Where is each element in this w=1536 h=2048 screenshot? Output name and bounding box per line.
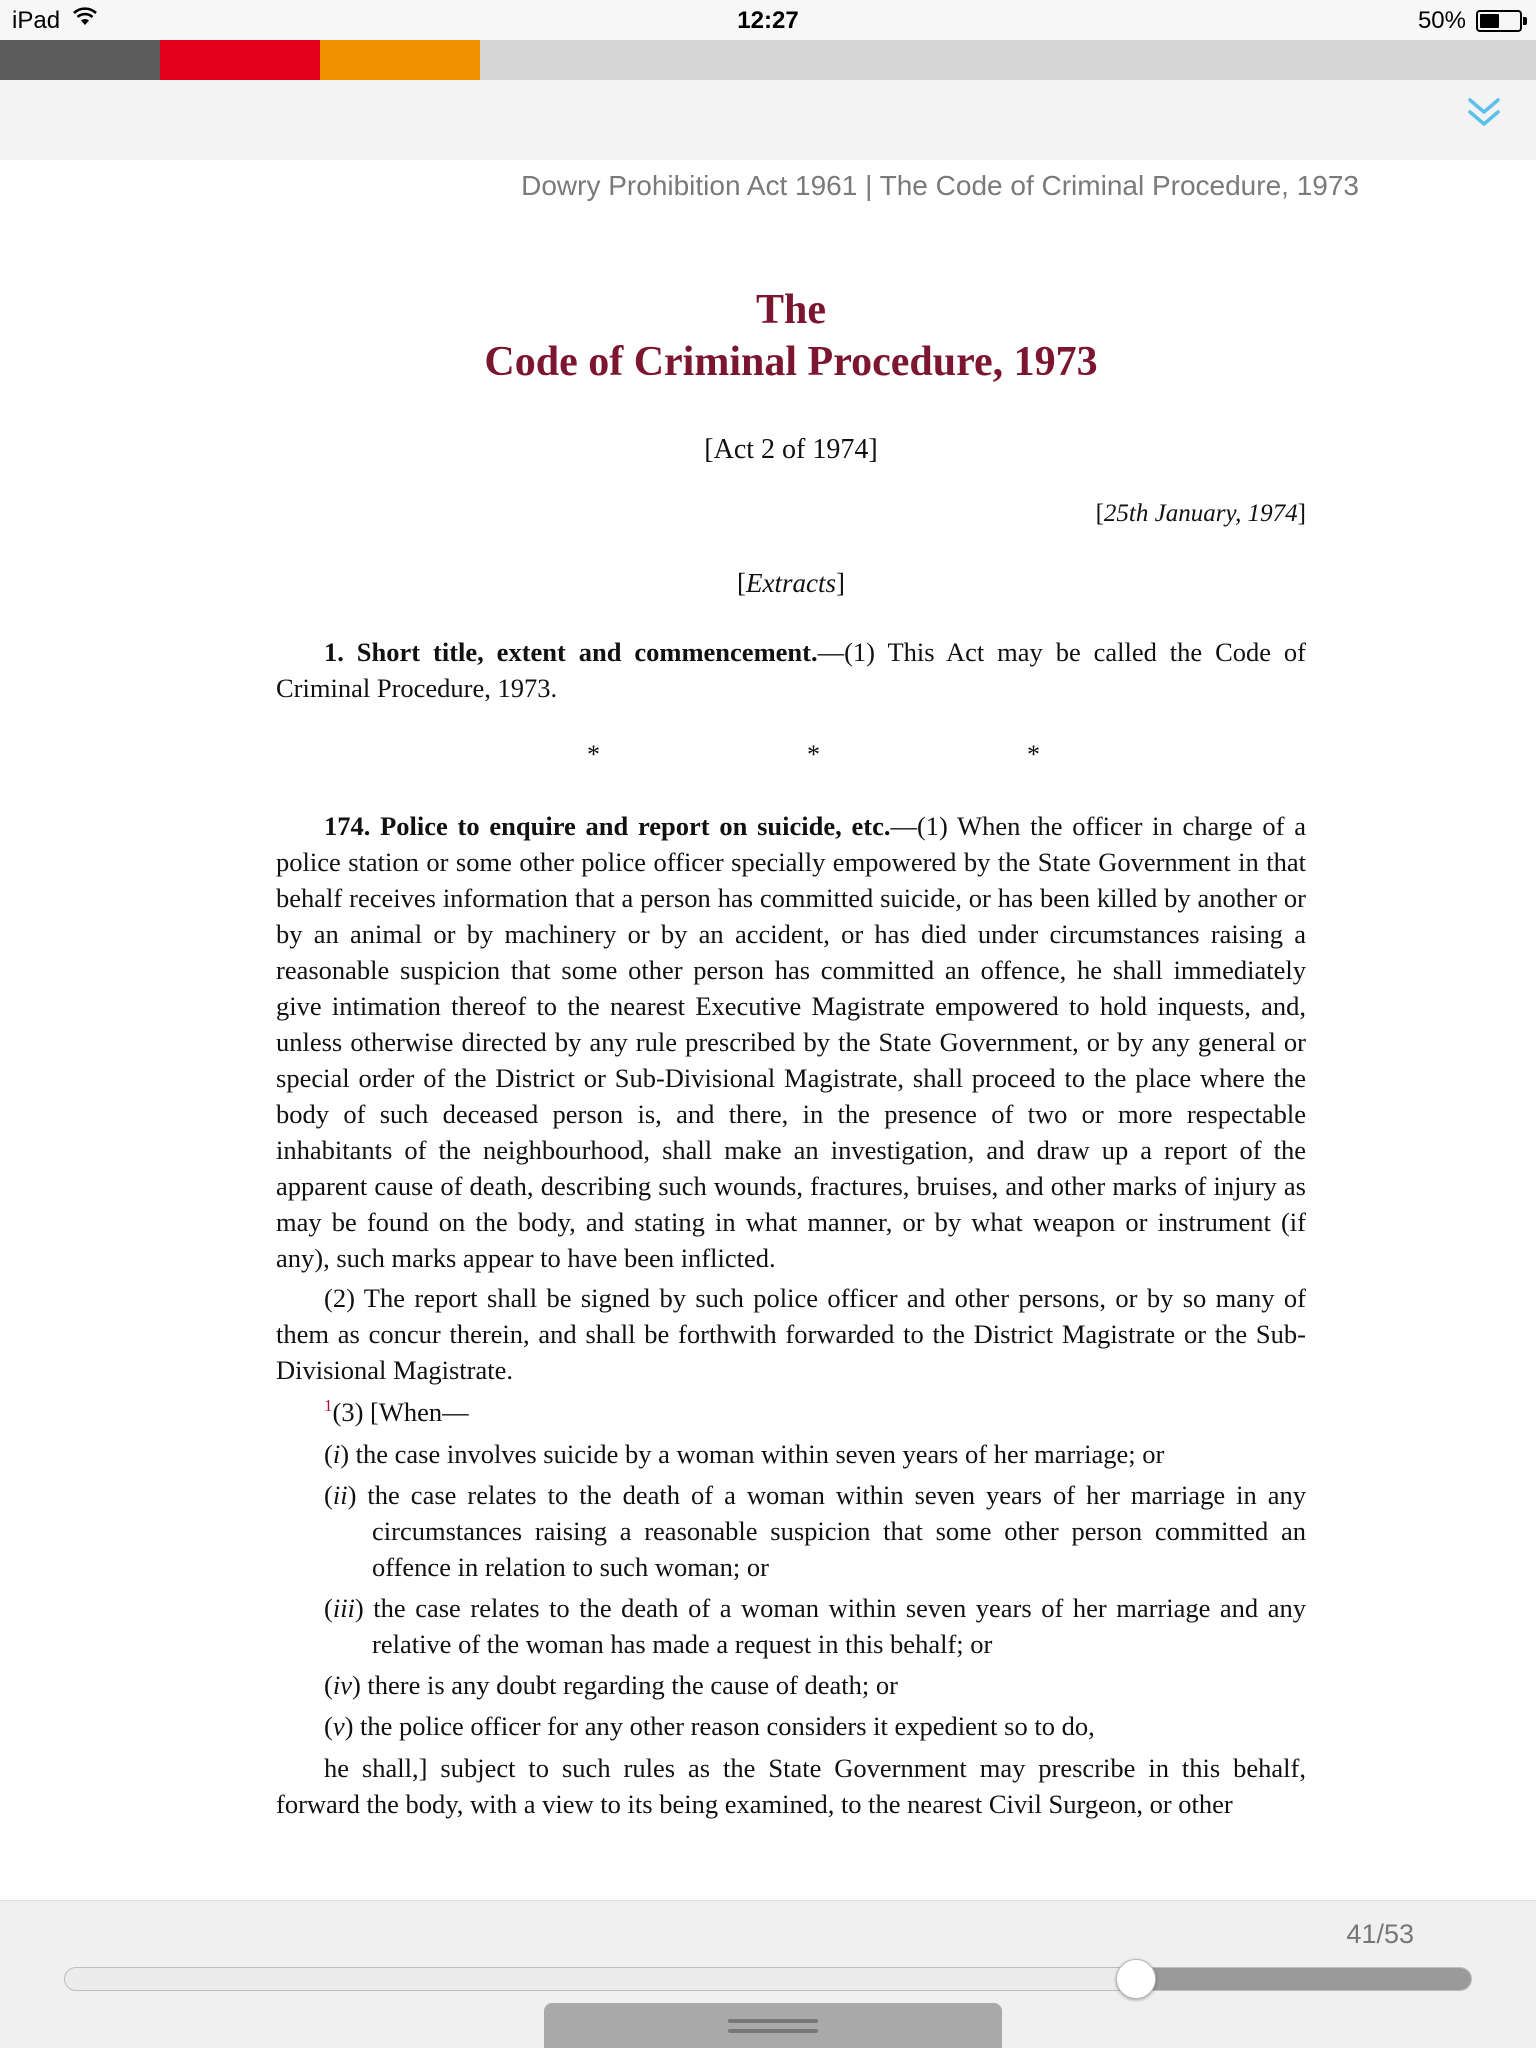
page-counter: 41/53 bbox=[1346, 1919, 1414, 1949]
bottom-bar bbox=[0, 1900, 1536, 2048]
clause-iv-text: there is any doubt regarding the cause of death; or bbox=[360, 1670, 898, 1700]
page-slider-remaining bbox=[1135, 1968, 1471, 1991]
extracts-bracket-open: [ bbox=[737, 568, 746, 598]
clause-v-text: the police officer for any other reason considers it expedient so to do, bbox=[353, 1711, 1095, 1741]
omission-stars bbox=[276, 740, 1306, 770]
act-date bbox=[276, 500, 1306, 528]
status-bar bbox=[0, 0, 1536, 40]
clause-ii-text: the case relates to the death of a woman within seven years of her marriage in any circumstances raising a reasonable suspicion that some other person committed an offence in relation to such woman; or bbox=[356, 1480, 1306, 1582]
star-1: * bbox=[587, 740, 600, 769]
grip-line-2 bbox=[728, 2029, 818, 2033]
section-1 bbox=[276, 634, 1306, 706]
clause-iv: (iv) there is any doubt regarding the cause of death; or bbox=[324, 1670, 898, 1700]
section-174-p2: (2) The report shall be signed by such police officer and other persons, or by so many of them as concur therein, and shall be forthwith forwarded to the District Magistrate or the Sub-Divisional Magistrate. bbox=[276, 1283, 1306, 1385]
section-174-p3-text: (3) [When— bbox=[332, 1397, 469, 1427]
section-174-heading: 174. Police to enquire and report on suicide, etc. bbox=[324, 811, 891, 841]
section-1-text: —(1) This Act may be called the Code of Criminal Procedure, 1973. bbox=[276, 637, 1307, 703]
clause-i-label: i bbox=[332, 1439, 341, 1469]
grip-line-1 bbox=[728, 2019, 818, 2023]
battery-icon bbox=[1476, 10, 1522, 32]
running-header: Dowry Prohibition Act 1961 | The Code of Criminal Procedure, 1973 bbox=[521, 170, 1359, 201]
star-3: * bbox=[1027, 740, 1040, 769]
date-bracket-open: [ bbox=[1095, 500, 1104, 527]
clause-i: (i) the case involves suicide by a woman within seven years of her marriage; or bbox=[324, 1439, 1165, 1469]
extracts-label bbox=[276, 568, 1306, 599]
section-174-p1 bbox=[276, 808, 1306, 1276]
section-1-heading: 1. Short title, extent and commencement. bbox=[324, 637, 818, 667]
section-174-p1-text: —(1) When the officer in charge of a police station or some other police officer specially empowered by the State Government in that behalf receives information that a person has committed suicide, or has been killed by another or by an animal or by machinery or by an accident, or has died under circumstances raising a reasonable suspicion that some other person has committed an offence, he shall immediately give intimation thereof to the nearest Executive Magistrate empowered to hold inquests, and, unless otherwise directed by any rule prescribed by the State Government, or by any general or special order of the District or Sub-Divisional Magistrate, shall proceed to the place where the body of such deceased person is, and there, in the presence of two or more respectable inhabitants of the neighbourhood, shall make an investigation, and draw up a report of the apparent cause of death, describing such wounds, fractures, bruises, and other marks of injury as may be found on the body, and stating in what manner, or by what weapon or instrument (if any), such marks appear to have been inflicted. bbox=[276, 811, 1306, 1273]
title-line-1: The bbox=[755, 287, 826, 333]
color-tab-3[interactable] bbox=[320, 40, 480, 80]
clause-iii-label: iii bbox=[332, 1593, 355, 1623]
clause-iii-text: the case relates to the death of a woman within seven years of her marriage and any relative of the woman has made a request in this behalf; or bbox=[363, 1593, 1306, 1659]
clause-ii: (ii) the case relates to the death of a woman within seven years of her marriage in any circumstances raising a reasonable suspicion that some other person committed an offence in relation to such woman; or bbox=[324, 1480, 1306, 1582]
clause-ii-label: ii bbox=[332, 1480, 348, 1510]
battery-percent: 50% bbox=[1417, 7, 1466, 34]
double-chevron-down-icon[interactable] bbox=[1462, 92, 1506, 132]
extracts-text: Extracts bbox=[746, 568, 836, 598]
color-tab-2[interactable] bbox=[160, 40, 320, 80]
document-title bbox=[276, 284, 1306, 388]
act-number: [Act 2 of 1974] bbox=[704, 434, 878, 465]
page-slider[interactable] bbox=[64, 1967, 1472, 1991]
title-line-2: Code of Criminal Procedure, 1973 bbox=[484, 339, 1098, 385]
document-page[interactable] bbox=[0, 160, 1536, 1900]
device-name: iPad bbox=[12, 7, 61, 34]
date-bracket-close: ] bbox=[1297, 500, 1306, 527]
top-toolbar bbox=[0, 80, 1536, 160]
clause-iv-label: iv bbox=[332, 1670, 352, 1700]
star-2: * bbox=[807, 740, 820, 769]
drawer-handle[interactable] bbox=[544, 2003, 1002, 2048]
extracts-bracket-close: ] bbox=[835, 568, 845, 598]
color-tab-1[interactable] bbox=[0, 40, 160, 80]
section-174-p4: he shall,] subject to such rules as the State Government may prescribe in this behalf, forward the body, with a view to its being examined, to the nearest Civil Surgeon, or other bbox=[276, 1753, 1306, 1819]
clause-iii: (iii) the case relates to the death of a woman within seven years of her marriage and any relative of the woman has made a request in this behalf; or bbox=[324, 1593, 1306, 1659]
footnote-marker[interactable]: 1 bbox=[324, 1396, 333, 1416]
clause-i-text: the case involves suicide by a woman within seven years of her marriage; or bbox=[349, 1439, 1165, 1469]
section-174-p3 bbox=[276, 1394, 1306, 1430]
date-text: 25th January, 1974 bbox=[1103, 500, 1298, 527]
status-clock: 12:27 bbox=[737, 7, 799, 34]
page-slider-thumb[interactable] bbox=[1116, 1959, 1156, 1999]
clause-v: (v) the police officer for any other reason considers it expedient so to do, bbox=[324, 1711, 1095, 1741]
section-174 bbox=[276, 808, 1306, 1822]
color-tabs bbox=[0, 40, 1536, 80]
clause-v-label: v bbox=[332, 1711, 345, 1741]
